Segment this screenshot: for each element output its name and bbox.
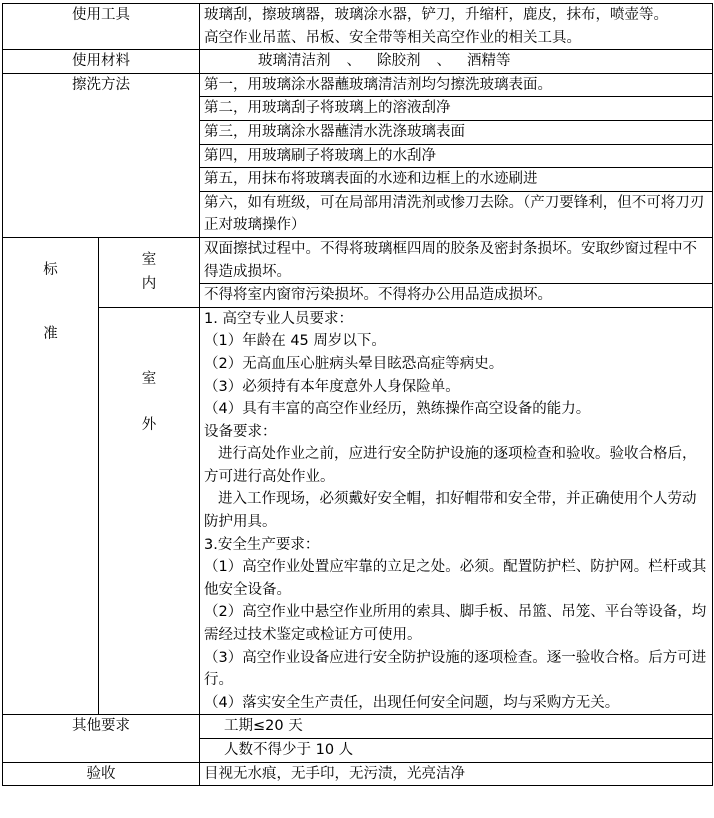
outdoor-standard xyxy=(200,307,713,715)
indoor-standard: 双面擦拭过程中。不得将玻璃框四周的胶条及密封条损坏。安取纱窗过程中不得造成损坏。 xyxy=(200,237,713,283)
tools-label: 使用工具 xyxy=(3,4,200,50)
outdoor-label-char: 室 xyxy=(141,370,157,387)
indoor-label xyxy=(99,237,200,307)
other-requirement: 工期≤20 天 xyxy=(200,715,713,739)
method-row xyxy=(3,73,713,97)
indoor-label-char: 室 xyxy=(141,252,157,269)
materials-row xyxy=(3,50,713,74)
outdoor-line: 进行高处作业之前，应进行安全防护设施的逐项检查和验收。验收合格后，方可进行高处作业。 xyxy=(204,446,697,485)
other-row xyxy=(3,715,713,739)
outdoor-line: 设备要求： xyxy=(204,423,277,440)
outdoor-line: （2）无高血压心脏病头晕目眩恐高症等病史。 xyxy=(204,355,504,372)
outdoor-line: （2）高空作业中悬空作业所用的索具、脚手板、吊篮、吊笼、平台等设备，均需经过技术鉴定或检证方可使用。 xyxy=(204,604,707,644)
material-item: 酒精等 xyxy=(467,53,511,70)
outdoor-line: 进入工作现场，必须戴好安全帽，扣好帽带和安全带，并正确使用个人劳动防护用具。 xyxy=(204,491,697,531)
material-separator: 、 xyxy=(346,53,361,70)
tools-line: 高空作业吊蓝、吊板、安全带等相关高空作业的相关工具。 xyxy=(204,29,581,46)
outdoor-line: （3）必须持有本年度意外人身保险单。 xyxy=(204,378,460,395)
outdoor-line: 3.安全生产要求： xyxy=(204,536,320,553)
method-step: 第三，用玻璃涂水器蘸清水洗涤玻璃表面 xyxy=(200,120,713,144)
standard-label-char: 准 xyxy=(43,325,58,342)
materials-content xyxy=(200,50,713,74)
material-item: 除胶剂 xyxy=(377,53,421,70)
outdoor-label-char: 外 xyxy=(141,416,157,433)
outdoor-line: 1. 高空专业人员要求： xyxy=(204,310,353,327)
outdoor-line: （1）年龄在 45 周岁以下。 xyxy=(204,333,386,350)
method-label: 擦洗方法 xyxy=(3,73,200,237)
standard-outdoor-row xyxy=(3,307,713,715)
material-item: 玻璃清洁剂 xyxy=(258,53,331,70)
cleaning-spec-table xyxy=(2,3,713,786)
outdoor-line: （4）具有丰富的高空作业经历，熟练操作高空设备的能力。 xyxy=(204,401,591,418)
standard-label-char: 标 xyxy=(43,261,58,278)
method-step: 第五，用抹布将玻璃表面的水迹和边框上的水迹刷进 xyxy=(200,168,713,192)
other-label: 其他要求 xyxy=(3,715,200,762)
method-step: 第一，用玻璃涂水器蘸玻璃清洁剂均匀擦洗玻璃表面。 xyxy=(200,73,713,97)
material-separator: 、 xyxy=(436,53,451,70)
outdoor-line: （1）高空作业处置应牢靠的立足之处。必须。配置防护栏、防护网。栏杆或其他安全设备。 xyxy=(204,559,707,598)
indoor-standard: 不得将室内窗帘污染损坏。不得将办公用品造成损坏。 xyxy=(200,284,713,308)
other-requirement: 人数不得少于 10 人 xyxy=(200,739,713,763)
outdoor-label xyxy=(99,307,200,715)
acceptance-row xyxy=(3,762,713,786)
indoor-label-char: 内 xyxy=(141,276,157,293)
tools-line: 玻璃刮，擦玻璃器，玻璃涂水器，铲刀，升缩杆，鹿皮，抹布，喷壶等。 xyxy=(204,7,668,23)
acceptance-label: 验收 xyxy=(3,762,200,786)
method-step: 第二，用玻璃刮子将玻璃上的溶液刮净 xyxy=(200,97,713,121)
standard-indoor-row xyxy=(3,237,713,283)
outdoor-line: （4）落实安全生产责任，出现任何安全问题，均与采购方无关。 xyxy=(204,694,620,711)
tools-content xyxy=(200,4,713,50)
outdoor-line: （3）高空作业设备应进行安全防护设施的逐项检查。逐一验收合格。后方可进行。 xyxy=(204,649,707,689)
acceptance-content: 目视无水痕，无手印，无污渍，光亮洁净 xyxy=(200,762,713,786)
materials-label: 使用材料 xyxy=(3,50,200,74)
tools-row xyxy=(3,4,713,50)
standard-label xyxy=(3,237,99,714)
method-step: 第六，如有班级，可在局部用清洗剂或惨刀去除。（产刀要锋利，但不可将刀刃正对玻璃操作） xyxy=(200,191,713,237)
method-step: 第四，用玻璃刷子将玻璃上的水刮净 xyxy=(200,144,713,168)
